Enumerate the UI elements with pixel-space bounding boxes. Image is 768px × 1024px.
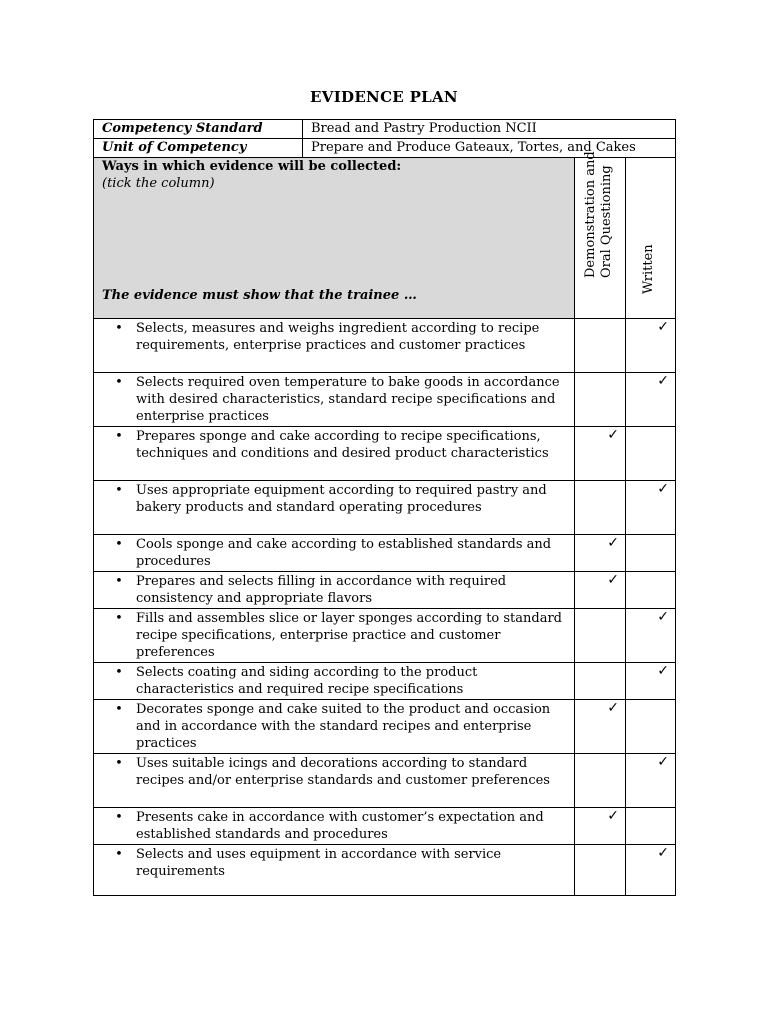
demo-tick-cell <box>575 754 626 808</box>
written-tick-cell <box>626 845 676 896</box>
written-tick-cell <box>626 700 676 754</box>
evidence-item-cell <box>94 427 575 481</box>
unit-of-competency-value: Prepare and Produce Gateaux, Tortes, and Cakes <box>303 139 676 158</box>
checkmark-icon: ✓ <box>657 754 670 770</box>
checkmark-icon: ✓ <box>607 572 619 588</box>
written-tick-cell <box>626 609 676 663</box>
bullet-icon: • <box>115 429 123 444</box>
written-tick-cell <box>626 373 676 427</box>
evidence-item-row <box>94 754 676 808</box>
evidence-item-cell <box>94 481 575 535</box>
evidence-item-text: Prepares and selects filling in accordance with required consistency and appropriate flavors <box>136 574 507 606</box>
written-tick-cell <box>626 535 676 572</box>
evidence-item-row <box>94 535 676 572</box>
demo-tick-cell <box>575 535 626 572</box>
evidence-item-row <box>94 427 676 481</box>
demo-tick-cell <box>575 845 626 896</box>
evidence-item-text: Uses appropriate equipment according to required pastry and bakery products and standard operating procedures <box>136 483 547 515</box>
written-tick-cell <box>626 754 676 808</box>
bullet-icon: • <box>115 756 123 771</box>
evidence-item-cell <box>94 808 575 845</box>
demo-column-header <box>575 151 626 319</box>
ways-footer: The evidence must show that the trainee … <box>102 288 417 303</box>
evidence-item-text: Uses suitable icings and decorations according to standard recipes and/or enterprise standards and customer preferences <box>136 756 550 788</box>
evidence-item-text: Presents cake in accordance with customer’s expectation and established standards and procedures <box>136 810 544 842</box>
demo-tick-cell <box>575 319 626 373</box>
unit-of-competency-label: Unit of Competency <box>94 139 303 158</box>
evidence-item-cell <box>94 845 575 896</box>
evidence-item-row <box>94 481 676 535</box>
evidence-item-cell <box>94 754 575 808</box>
evidence-item-row <box>94 319 676 373</box>
bullet-icon: • <box>115 483 123 498</box>
ways-header-row <box>94 158 676 319</box>
evidence-item-text: Selects coating and siding according to the product characteristics and required recipe specifications <box>136 665 478 697</box>
written-tick-cell <box>626 427 676 481</box>
demo-tick-cell <box>575 373 626 427</box>
evidence-item-row <box>94 808 676 845</box>
checkmark-icon: ✓ <box>657 609 670 625</box>
evidence-item-cell <box>94 572 575 609</box>
checkmark-icon: ✓ <box>657 373 670 389</box>
ways-title: Ways in which evidence will be collected: <box>102 159 402 174</box>
evidence-item-cell <box>94 373 575 427</box>
demo-tick-cell <box>575 609 626 663</box>
written-tick-cell <box>626 808 676 845</box>
ways-cell <box>94 158 575 319</box>
demo-tick-cell <box>575 572 626 609</box>
ways-subtitle: (tick the column) <box>102 176 215 191</box>
checkmark-icon: ✓ <box>607 808 619 824</box>
evidence-item-cell <box>94 609 575 663</box>
checkmark-icon: ✓ <box>607 700 619 716</box>
evidence-item-row <box>94 845 676 896</box>
written-tick-cell <box>626 481 676 535</box>
competency-standard-row <box>94 120 676 139</box>
evidence-item-text: Selects, measures and weighs ingredient according to recipe requirements, enterprise practices and customer practices <box>136 321 540 353</box>
bullet-icon: • <box>115 321 123 336</box>
demo-column-label-line2: Oral Questioning <box>599 165 614 278</box>
checkmark-icon: ✓ <box>657 845 670 861</box>
demo-tick-cell <box>575 663 626 700</box>
written-column-header <box>626 158 676 319</box>
bullet-icon: • <box>115 574 123 589</box>
demo-column-label-line1: Demonstration and <box>583 151 598 278</box>
bullet-icon: • <box>115 375 123 390</box>
evidence-item-row <box>94 609 676 663</box>
evidence-item-row <box>94 572 676 609</box>
evidence-item-cell <box>94 319 575 373</box>
evidence-item-row <box>94 373 676 427</box>
demo-tick-cell <box>575 808 626 845</box>
checkmark-icon: ✓ <box>657 319 670 335</box>
competency-standard-label: Competency Standard <box>94 120 303 139</box>
evidence-plan-table <box>93 119 676 896</box>
evidence-item-cell <box>94 700 575 754</box>
bullet-icon: • <box>115 702 123 717</box>
written-tick-cell <box>626 572 676 609</box>
bullet-icon: • <box>115 665 123 680</box>
written-column-label: Written <box>641 244 656 294</box>
bullet-icon: • <box>115 810 123 825</box>
demo-tick-cell <box>575 700 626 754</box>
written-tick-cell <box>626 319 676 373</box>
evidence-item-text: Selects and uses equipment in accordance with service requirements <box>136 847 502 879</box>
bullet-icon: • <box>115 537 123 552</box>
checkmark-icon: ✓ <box>657 481 670 497</box>
evidence-item-row <box>94 700 676 754</box>
evidence-item-text: Fills and assembles slice or layer sponges according to standard recipe specifications, enterprise practice and customer preferences <box>136 611 563 660</box>
evidence-item-row <box>94 663 676 700</box>
checkmark-icon: ✓ <box>607 427 619 443</box>
checkmark-icon: ✓ <box>657 663 670 679</box>
demo-tick-cell <box>575 481 626 535</box>
evidence-item-text: Decorates sponge and cake suited to the product and occasion and in accordance with the standard recipes and enterprise practices <box>136 702 551 751</box>
demo-column-label <box>583 151 615 278</box>
bullet-icon: • <box>115 847 123 862</box>
evidence-item-text: Prepares sponge and cake according to recipe specifications, techniques and conditions and desired product characteristics <box>136 429 549 461</box>
checkmark-icon: ✓ <box>607 535 619 551</box>
evidence-item-cell <box>94 663 575 700</box>
evidence-items <box>94 319 676 896</box>
demo-tick-cell <box>575 427 626 481</box>
written-tick-cell <box>626 663 676 700</box>
evidence-item-text: Selects required oven temperature to bake goods in accordance with desired characteristics, standard recipe specifications and enterprise practices <box>136 375 560 424</box>
evidence-item-cell <box>94 535 575 572</box>
evidence-item-text: Cools sponge and cake according to established standards and procedures <box>136 537 552 569</box>
page-title: EVIDENCE PLAN <box>310 88 458 106</box>
competency-standard-value: Bread and Pastry Production NCII <box>303 120 676 139</box>
bullet-icon: • <box>115 611 123 626</box>
